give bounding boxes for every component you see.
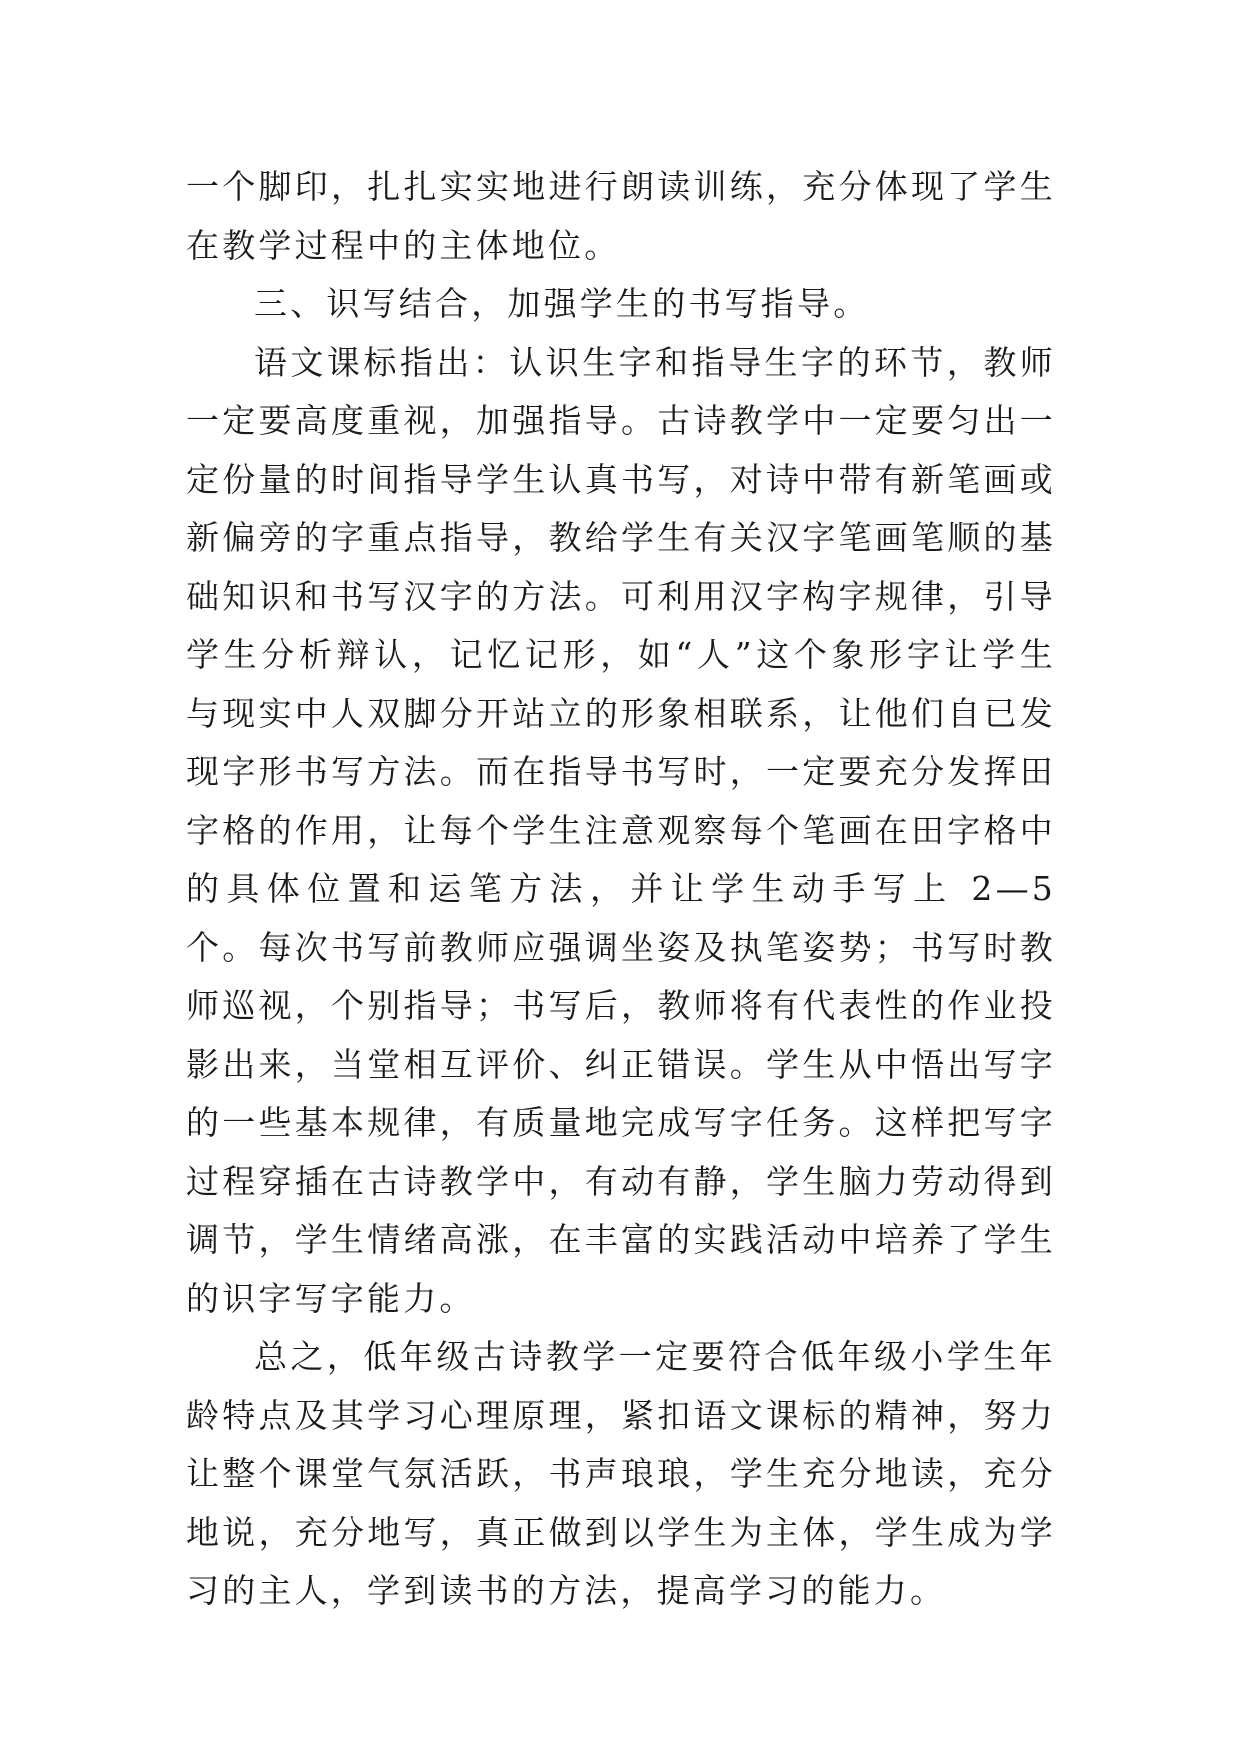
paragraph-continuation: 一个脚印，扎扎实实地进行朗读训练，充分体现了学生在教学过程中的主体地位。 — [186, 167, 1056, 265]
section-heading: 三、识写结合，加强学生的书写指导。 — [254, 284, 870, 323]
document-body — [186, 158, 1056, 1621]
paragraph-conclusion: 总之，低年级古诗教学一定要符合低年级小学生年龄特点及其学习心理原理，紧扣语文课标的精神，努力让整个课堂气氛活跃，书声琅琅，学生充分地读，充分地说，充分地写，真正做到以学生为主体，学生成为学习的主人，学到读书的方法，提高学习的能力。 — [186, 1337, 1056, 1610]
paragraph-writing-guidance: 语文课标指出：认识生字和指导生字的环节，教师一定要高度重视，加强指导。古诗教学中一定要匀出一定份量的时间指导学生认真书写，对诗中带有新笔画或新偏旁的字重点指导，教给学生有关汉字笔画笔顺的基础知识和书写汉字的方法。可利用汉字构字规律，引导学生分析辩认，记忆记形，如“人”这个象形字让学生与现实中人双脚分开站立的形象相联系，让他们自已发现字形书写方法。而在指导书写时，一定要充分发挥田字格的作用，让每个学生注意观察每个笔画在田字格中的具体位置和运笔方法，并让学生动手写上 2—5 个。每次书写前教师应强调坐姿及执笔姿势；书写时教师巡视，个别指导；书写后，教师将有代表性的作业投影出来，当堂相互评价、纠正错误。学生从中悟出写字的一些基本规律，有质量地完成写字任务。这样把写字过程穿插在古诗教学中，有动有静，学生脑力劳动得到调节，学生情绪高涨，在丰富的实践活动中培养了学生的识字写字能力。 — [186, 342, 1056, 1318]
